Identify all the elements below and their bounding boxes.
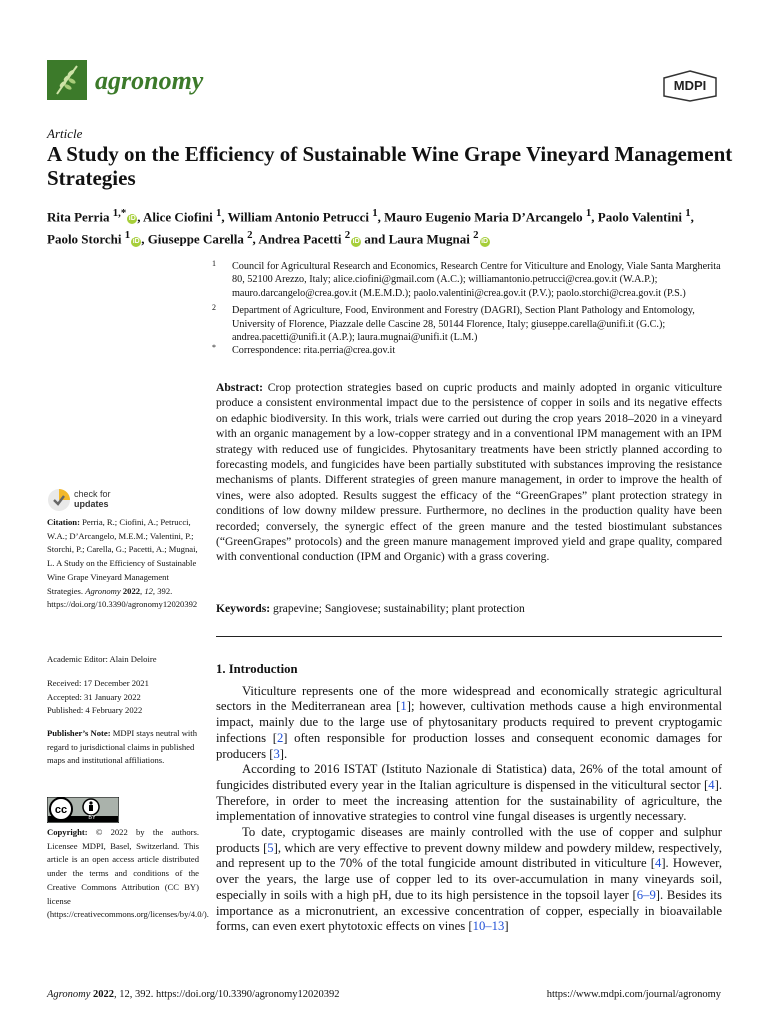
academic-editor: Academic Editor: Alain Deloire <box>47 654 157 664</box>
publisher-note-text: MDPI stays neutral with regard to jurisdictional claims in published maps and institutional affiliations. <box>47 728 197 766</box>
section-heading: 1. Introduction <box>216 662 298 676</box>
received-date: Received: 17 December 2021 <box>47 678 149 688</box>
paragraph: According to 2016 ISTAT (Istituto Nazionale di Statistica) data, 26% of the total amount of fungicides distributed every year in the Italian agriculture is dispensed in the viticultural sector [4]. Therefore, in order to meet the increasing attention for the sustainability of agriculture, the implementation of innovative strategies to control vine fungal diseases is urgently necessary. <box>216 762 722 824</box>
keywords-label: Keywords: <box>216 602 271 615</box>
article-type: Article <box>47 126 83 141</box>
abstract-label: Abstract: <box>216 381 264 394</box>
author-affiliation-mark: 1 <box>585 207 592 219</box>
reference-link[interactable]: 3 <box>273 746 280 761</box>
copyright-block <box>47 826 209 922</box>
abstract <box>216 380 722 565</box>
affiliations <box>212 260 722 358</box>
correspondence-text: Correspondence: rita.perria@crea.gov.it <box>232 345 396 357</box>
orcid-icon[interactable]: iD <box>481 237 489 245</box>
published-date: Published: 4 February 2022 <box>47 705 143 716</box>
affiliation-number: 1 <box>212 259 216 268</box>
author-separator: , <box>690 209 694 225</box>
author-name[interactable]: , William Antonio Petrucci <box>221 209 373 225</box>
citation-doi[interactable]: , 392. https://doi.org/10.3390/agronomy12020392 <box>47 585 198 610</box>
author-affiliation-mark: 2 <box>247 229 253 242</box>
cc-by-label: BY <box>88 815 96 821</box>
footer-journal: Agronomy <box>47 989 91 1000</box>
reference-link[interactable]: 10–13 <box>472 919 505 934</box>
paragraph: Viticulture represents one of the more widespread and economically strategic agricultural sectors in the Mediterranean area [1]; however, cultivation methods cause a high environmental impact, mainly due to the large use of phytosanitary products required to prevent cryptogamic infections [2] often responsible for production losses and consequent economic damages for producers [3]. <box>216 683 722 761</box>
publisher-name: MDPI <box>673 78 707 93</box>
svg-text:cc: cc <box>54 804 68 816</box>
reference-link[interactable]: 4 <box>708 777 715 792</box>
citation-block: Citation: Perria, R.; Ciofini, A.; Petrucci, W.A.; D’Arcangelo, M.E.M.; Valentini, P.; Storchi, P.; Carella, G.; Pacetti, A.; Mugnai, L. A Study on the Efficiency of Sustainable Wine Grape Vineyard Management Strategies. Agronomy 2022, 12, 392. https://doi.org/10.3390/agronomy12020392 <box>47 517 198 610</box>
author-name[interactable]: , Mauro Eugenio Maria D’Arcangelo <box>377 209 586 225</box>
abstract-text: Crop protection strategies based on cupric products and mainly adopted in organic viticulture produce a consistent environmental impact due to the persistence of copper in soils and its negative effects on edaphic biodiversity. In this work, trials were carried out during the crop years 2018–2020 in a vineyard with an organic management by a low-copper strategy and in a conventional IPM management with an IPM strategy with reduced use of fungicides. Phytosanitary treatments have been strictly planned according to forecasting models, and fungicides have been partially substituted with substances improving the resistance mechanisms of plants. Different strategies of green manure management, in order to improve the health of vines, were also adopted. Results suggest the efficacy of the “GreenGrapes” plant protection strategy in conditions of low downy mildew pressure. Furthermore, no declines in the production quality have been recorded; conversely, the synergic effect of the green manure and the tested biostimulant substances (“GreenGrapes” protocols) and the green manure management improved yield and grape quality, compared with conventional conduction (IPM and Organic) with a grass covering. <box>216 381 722 564</box>
orcid-icon[interactable]: iD <box>128 215 136 223</box>
citation-year: 2022 <box>122 585 141 596</box>
orcid-icon[interactable]: iD <box>132 237 140 245</box>
publisher-note <box>47 727 199 768</box>
citation-journal: Agronomy <box>85 585 121 596</box>
paragraph: To date, cryptogamic diseases are mainly controlled with the use of copper and sulphur products [5], which are very effective to prevent downy mildew and powdery mildew, respectively, and represent up to the 70% of the total fungicide amount distributed in viticulture [4]. However, over the years, the large use of copper led to its over-accumulation in many vineyards soil, especially in soils with a high pH, due to its high persistence in the topsoil layer [6–9]. Besides its importance as a micronutrient, an excessive concentration of copper, especially in bioavailable forms, can even exert phytotoxic effects on vines [10–13] <box>216 825 722 934</box>
citation-label: Citation: <box>47 517 80 527</box>
check-updates-icon <box>47 488 71 512</box>
reference-link[interactable]: 2 <box>276 730 284 745</box>
check-updates-line2: updates <box>74 499 109 509</box>
author-affiliation-mark: 2 <box>344 229 351 242</box>
correspondence-mark: * <box>212 343 216 353</box>
reference-link[interactable]: 1 <box>400 699 407 714</box>
journal-name: agronomy <box>95 66 204 95</box>
publisher-note-label: Publisher’s Note: <box>47 728 111 738</box>
keywords <box>216 602 722 615</box>
affiliation-item <box>212 304 722 344</box>
author-name[interactable]: Paolo Storchi <box>47 231 125 247</box>
author-name[interactable]: , Alice Ciofini <box>137 209 216 225</box>
author-name[interactable]: and Laura Mugnai <box>361 231 474 247</box>
author-affiliation-mark: 1 <box>124 229 131 242</box>
affiliation-text: Department of Agriculture, Food, Environment and Forestry (DAGRI), Section Plant Pathology and Entomology, University of Florence, Piazzale delle Cascine 28, 50144 Florence, Italy; giuseppe.carella@unifi.it (G.C.); andrea.pacetti@unifi.it (A.P.); laura.mugnai@unifi.it (L.M.) <box>232 305 695 344</box>
reference-link[interactable]: 5 <box>267 840 274 855</box>
dates-block <box>47 677 199 718</box>
copyright-text: © 2022 by the authors. Licensee MDPI, Basel, Switzerland. This article is an open access article distributed under the terms and conditions of the Creative Commons Attribution (CC BY) license (https://creativecommons.org/licenses/by/4.0/). <box>47 827 209 920</box>
keywords-text: grapevine; Sangiovese; sustainability; plant protection <box>273 602 525 615</box>
reference-link[interactable]: 6–9 <box>636 887 656 902</box>
affiliation-number: 2 <box>212 303 216 313</box>
author-name[interactable]: Rita Perria <box>47 209 113 225</box>
check-updates-badge[interactable] <box>47 488 127 512</box>
affiliation-item <box>212 260 722 300</box>
citation-volume: 12 <box>144 585 153 596</box>
check-updates-line1: check for <box>74 489 111 499</box>
orcid-icon[interactable]: iD <box>352 237 360 245</box>
correspondence-item <box>212 344 722 357</box>
journal-logo-icon <box>47 60 87 100</box>
author-affiliation-mark: 1 <box>372 207 378 219</box>
footer-year: 2022 <box>92 989 114 1000</box>
footer-doi[interactable]: , 12, 392. https://doi.org/10.3390/agronomy12020392 <box>113 989 340 1000</box>
author-list <box>47 204 727 249</box>
section-divider <box>216 636 722 637</box>
author-name[interactable]: , Paolo Valentini <box>591 209 686 225</box>
cc-by-license-icon[interactable] <box>47 797 119 823</box>
footer-journal-url[interactable]: https://www.mdpi.com/journal/agronomy <box>546 989 721 1000</box>
publisher-logo <box>662 70 718 107</box>
article-title: A Study on the Efficiency of Sustainable Wine Grape Vineyard Management Strategies <box>47 142 733 190</box>
accepted-date: Accepted: 31 January 2022 <box>47 691 141 702</box>
author-name[interactable]: , Giuseppe Carella <box>141 231 248 247</box>
author-affiliation-mark: 1 <box>685 207 691 219</box>
reference-link[interactable]: 4 <box>654 856 662 871</box>
copyright-label: Copyright: <box>47 827 88 837</box>
author-affiliation-mark: 1,* <box>112 207 127 219</box>
author-affiliation-mark: 1 <box>215 207 222 219</box>
author-affiliation-mark: 2 <box>473 229 479 242</box>
citation-text: Perria, R.; Ciofini, A.; Petrucci, W.A.; D’Arcangelo, M.E.M.; Valentini, P.; Storchi, P.; Carella, G.; Pacetti, A.; Mugnai, L. A Study on the Efficiency of Sustainable Wine Grape Vineyard Management Strategies. <box>47 517 198 596</box>
footer-citation <box>47 989 340 1000</box>
main-body <box>216 662 722 935</box>
affiliation-text: Council for Agricultural Research and Economics, Research Centre for Viticulture and Enology, Viale Santa Margherita 80, 52100 Arezzo, Italy; alice.ciofini@gmail.com (A.C.); williamantonio.petrucci@crea.gov.it (W.A.P.); mauro.darcangelo@crea.gov.it (M.E.M.D.); paolo.valentini@crea.gov.it (P.V.); paolo.storchi@crea.gov.it (P.S.) <box>232 261 721 299</box>
author-name[interactable]: , Andrea Pacetti <box>252 231 345 247</box>
